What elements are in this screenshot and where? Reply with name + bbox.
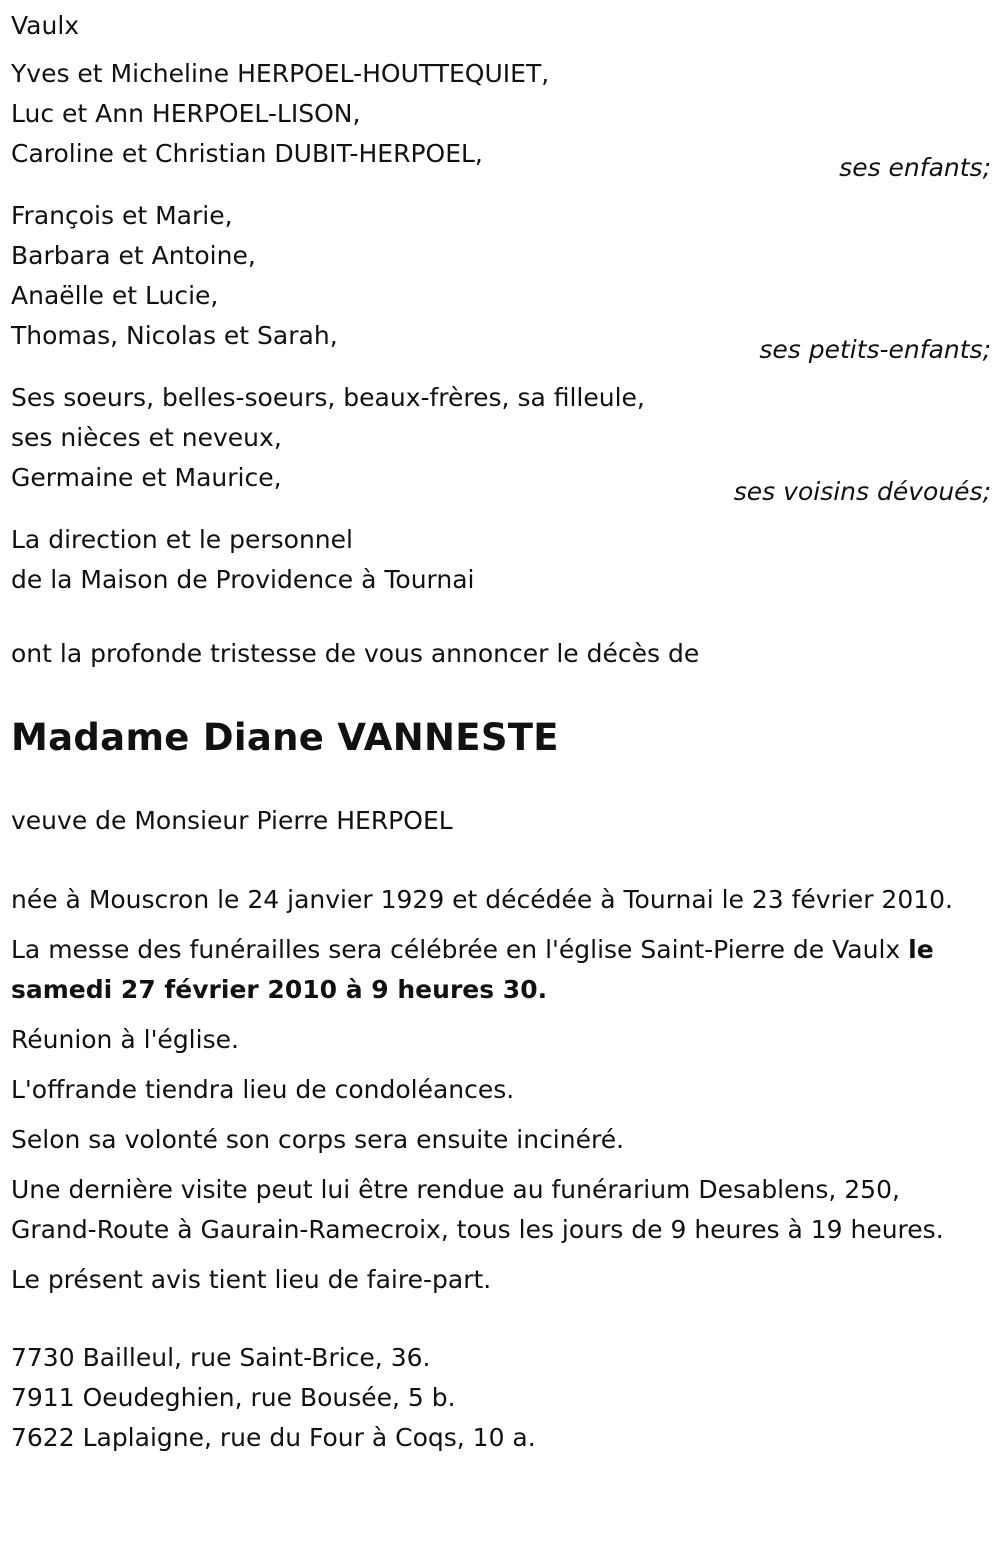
address-line: 7911 Oeudeghien, rue Bousée, 5 b. — [11, 1383, 456, 1412]
funeral-text: La messe des funérailles sera célébrée en l'église Saint-Pierre de Vaulx — [11, 935, 909, 964]
family-line: Ses soeurs, belles-soeurs, beaux-frères, sa filleule, — [11, 383, 645, 412]
place-name: Vaulx — [11, 11, 80, 40]
institution-group — [11, 520, 991, 600]
meeting-info: Réunion à l'église. — [11, 1025, 239, 1054]
grandchildren-line: Barbara et Antoine, — [11, 241, 256, 270]
institution-line: La direction et le personnel — [11, 525, 353, 554]
family-line: ses nièces et neveux, — [11, 423, 282, 452]
deceased-name: Madame Diane VANNESTE — [11, 716, 559, 759]
addresses — [11, 1338, 991, 1458]
children-line: Caroline et Christian DUBIT-HERPOEL, — [11, 139, 483, 168]
obituary-notice — [11, 6, 991, 1458]
grandchildren-group — [11, 196, 991, 362]
grandchildren-line: François et Marie, — [11, 201, 233, 230]
funeral-date: le samedi 27 février 2010 à 9 heures 30. — [11, 935, 934, 1004]
grandchildren-line: Anaëlle et Lucie, — [11, 281, 219, 310]
institution-line: de la Maison de Providence à Tournai — [11, 565, 475, 594]
children-line: Yves et Micheline HERPOEL-HOUTTEQUIET, — [11, 59, 550, 88]
visit-info: Une dernière visite peut lui être rendue au funérarium Desablens, 250, Grand-Route à Gaurain-Ramecroix, tous les jours de 9 heures à 19 heures. — [11, 1175, 944, 1244]
family-role: ses voisins dévoués; — [733, 477, 991, 506]
family-group — [11, 378, 991, 504]
children-role: ses enfants; — [839, 153, 991, 182]
children-line: Luc et Ann HERPOEL-LISON, — [11, 99, 361, 128]
grandchildren-role: ses petits-enfants; — [759, 335, 991, 364]
announcement: ont la profonde tristesse de vous annoncer le décès de — [11, 639, 700, 668]
offering-info: L'offrande tiendra lieu de condoléances. — [11, 1075, 515, 1104]
birth-death-dates: née à Mouscron le 24 janvier 1929 et décédée à Tournai le 23 février 2010. — [11, 885, 953, 914]
cremation-info: Selon sa volonté son corps sera ensuite incinéré. — [11, 1125, 625, 1154]
widow-of: veuve de Monsieur Pierre HERPOEL — [11, 806, 453, 835]
grandchildren-line: Thomas, Nicolas et Sarah, — [11, 321, 338, 350]
address-line: 7622 Laplaigne, rue du Four à Coqs, 10 a. — [11, 1423, 536, 1452]
family-line: Germaine et Maurice, — [11, 463, 282, 492]
notice-info: Le présent avis tient lieu de faire-part. — [11, 1265, 492, 1294]
address-line: 7730 Bailleul, rue Saint-Brice, 36. — [11, 1343, 431, 1372]
funeral-info — [11, 930, 971, 1010]
children-group — [11, 54, 991, 180]
